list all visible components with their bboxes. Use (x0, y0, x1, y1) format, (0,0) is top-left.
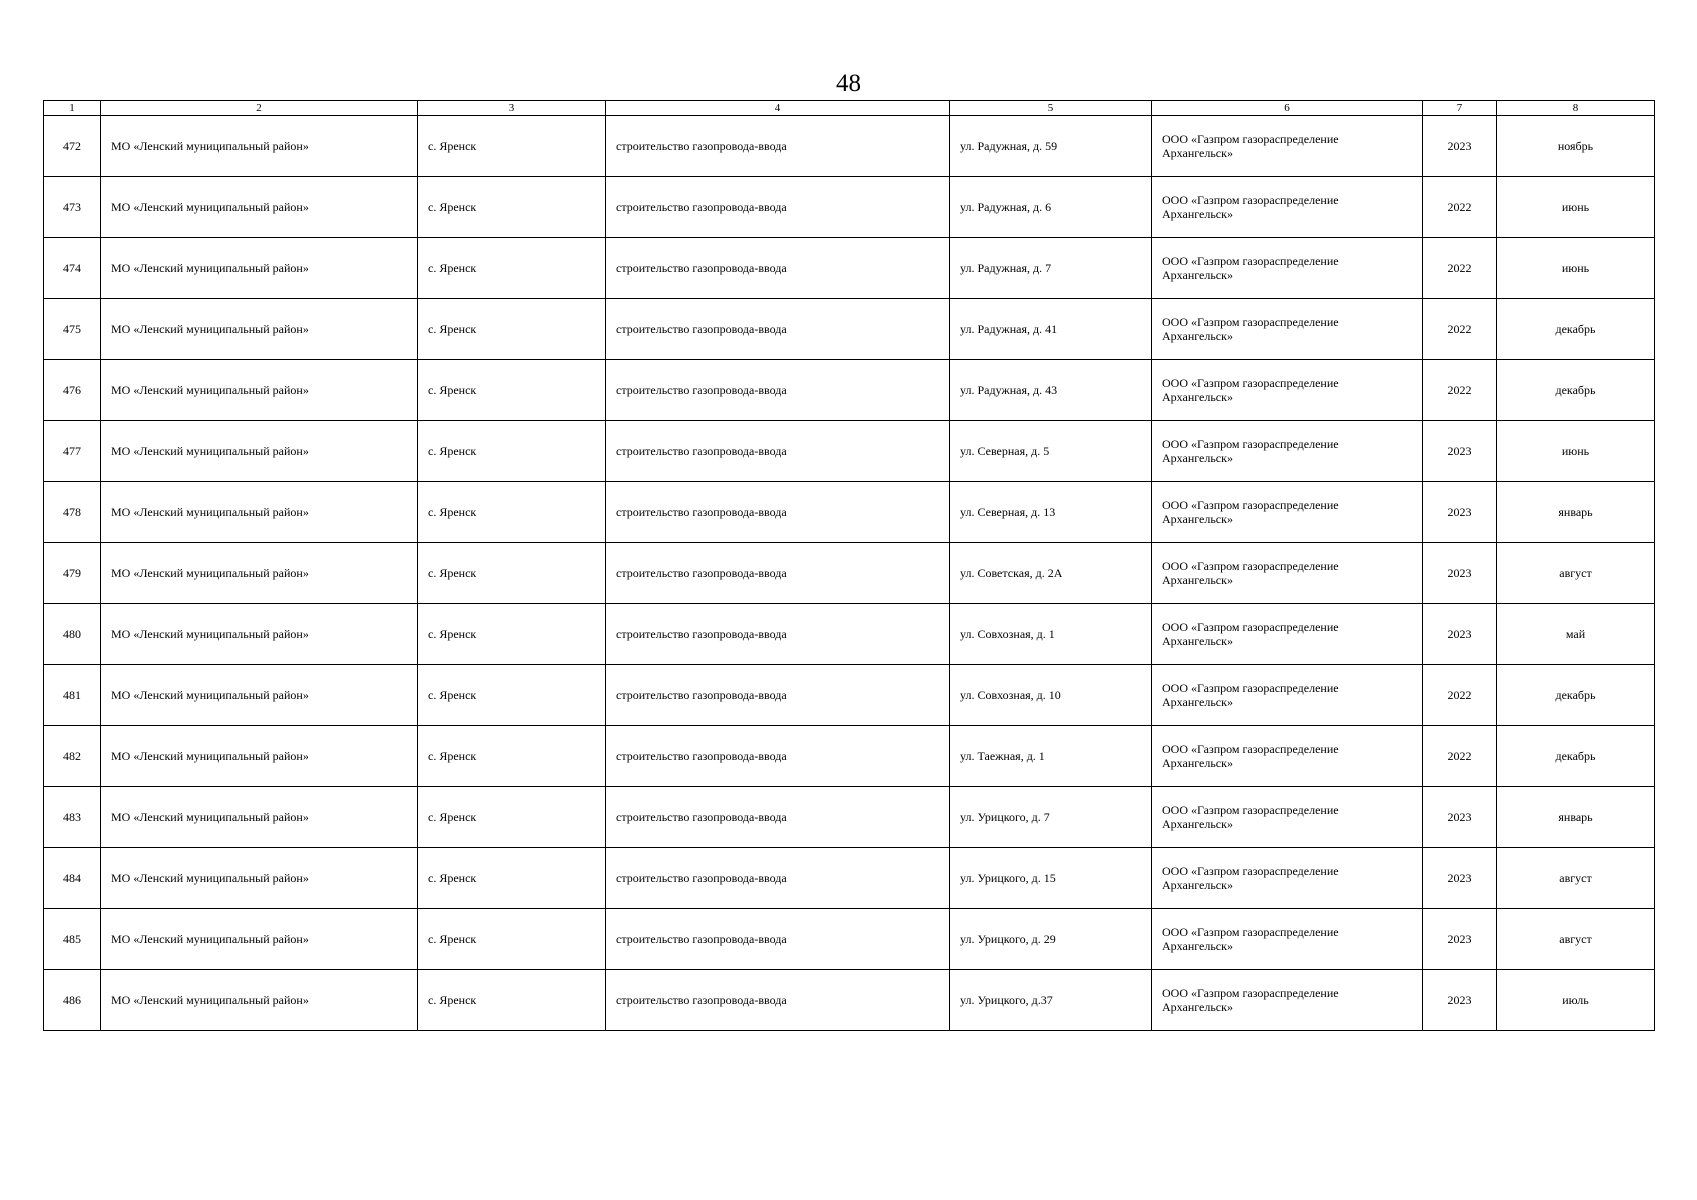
column-header-1: 1 (44, 101, 101, 116)
cell-work-type: строительство газопровода-ввода (606, 238, 950, 299)
cell-month: декабрь (1497, 726, 1655, 787)
cell-organization: ООО «Газпром газораспределение Архангельск» (1152, 604, 1423, 665)
cell-row-number: 486 (44, 970, 101, 1031)
cell-municipality: МО «Ленский муниципальный район» (101, 604, 418, 665)
cell-address: ул. Урицкого, д.37 (950, 970, 1152, 1031)
cell-settlement: с. Яренск (418, 116, 606, 177)
cell-settlement: с. Яренск (418, 238, 606, 299)
cell-organization: ООО «Газпром газораспределение Архангельск» (1152, 299, 1423, 360)
cell-address: ул. Урицкого, д. 15 (950, 848, 1152, 909)
table-row (44, 360, 1655, 421)
cell-row-number: 478 (44, 482, 101, 543)
cell-month: декабрь (1497, 299, 1655, 360)
table-row (44, 787, 1655, 848)
cell-month: май (1497, 604, 1655, 665)
table-row (44, 238, 1655, 299)
cell-year: 2023 (1423, 848, 1497, 909)
cell-address: ул. Совхозная, д. 1 (950, 604, 1152, 665)
cell-work-type: строительство газопровода-ввода (606, 848, 950, 909)
cell-address: ул. Радужная, д. 43 (950, 360, 1152, 421)
cell-year: 2023 (1423, 909, 1497, 970)
cell-work-type: строительство газопровода-ввода (606, 360, 950, 421)
table-row (44, 604, 1655, 665)
cell-municipality: МО «Ленский муниципальный район» (101, 299, 418, 360)
table-body (44, 116, 1655, 1031)
cell-row-number: 474 (44, 238, 101, 299)
table-row (44, 543, 1655, 604)
cell-year: 2022 (1423, 299, 1497, 360)
cell-settlement: с. Яренск (418, 970, 606, 1031)
cell-work-type: строительство газопровода-ввода (606, 665, 950, 726)
cell-address: ул. Совхозная, д. 10 (950, 665, 1152, 726)
column-header-2: 2 (101, 101, 418, 116)
cell-work-type: строительство газопровода-ввода (606, 787, 950, 848)
cell-address: ул. Северная, д. 5 (950, 421, 1152, 482)
cell-work-type: строительство газопровода-ввода (606, 604, 950, 665)
cell-row-number: 473 (44, 177, 101, 238)
table-row (44, 970, 1655, 1031)
table-row (44, 177, 1655, 238)
page-number: 48 (836, 70, 861, 97)
cell-month: июнь (1497, 238, 1655, 299)
gas-pipeline-table (43, 100, 1655, 1031)
cell-settlement: с. Яренск (418, 787, 606, 848)
cell-settlement: с. Яренск (418, 848, 606, 909)
cell-row-number: 475 (44, 299, 101, 360)
cell-address: ул. Радужная, д. 7 (950, 238, 1152, 299)
table-header (44, 101, 1655, 116)
cell-work-type: строительство газопровода-ввода (606, 970, 950, 1031)
cell-organization: ООО «Газпром газораспределение Архангельск» (1152, 360, 1423, 421)
cell-row-number: 480 (44, 604, 101, 665)
cell-year: 2022 (1423, 177, 1497, 238)
header-row (44, 101, 1655, 116)
cell-month: январь (1497, 787, 1655, 848)
table-row (44, 848, 1655, 909)
cell-year: 2022 (1423, 238, 1497, 299)
cell-municipality: МО «Ленский муниципальный район» (101, 909, 418, 970)
cell-settlement: с. Яренск (418, 665, 606, 726)
cell-organization: ООО «Газпром газораспределение Архангельск» (1152, 482, 1423, 543)
cell-settlement: с. Яренск (418, 482, 606, 543)
table-row (44, 909, 1655, 970)
cell-month: декабрь (1497, 360, 1655, 421)
cell-year: 2022 (1423, 665, 1497, 726)
cell-settlement: с. Яренск (418, 909, 606, 970)
cell-organization: ООО «Газпром газораспределение Архангельск» (1152, 116, 1423, 177)
cell-year: 2023 (1423, 543, 1497, 604)
cell-row-number: 476 (44, 360, 101, 421)
cell-address: ул. Радужная, д. 41 (950, 299, 1152, 360)
column-header-4: 4 (606, 101, 950, 116)
cell-work-type: строительство газопровода-ввода (606, 116, 950, 177)
cell-month: июнь (1497, 421, 1655, 482)
cell-year: 2023 (1423, 970, 1497, 1031)
cell-organization: ООО «Газпром газораспределение Архангельск» (1152, 543, 1423, 604)
cell-municipality: МО «Ленский муниципальный район» (101, 848, 418, 909)
cell-row-number: 484 (44, 848, 101, 909)
column-header-3: 3 (418, 101, 606, 116)
cell-year: 2023 (1423, 482, 1497, 543)
cell-settlement: с. Яренск (418, 421, 606, 482)
cell-row-number: 477 (44, 421, 101, 482)
cell-year: 2023 (1423, 604, 1497, 665)
cell-organization: ООО «Газпром газораспределение Архангельск» (1152, 970, 1423, 1031)
cell-address: ул. Советская, д. 2А (950, 543, 1152, 604)
table-row (44, 665, 1655, 726)
cell-year: 2023 (1423, 421, 1497, 482)
cell-organization: ООО «Газпром газораспределение Архангельск» (1152, 665, 1423, 726)
cell-work-type: строительство газопровода-ввода (606, 421, 950, 482)
cell-settlement: с. Яренск (418, 604, 606, 665)
cell-address: ул. Таежная, д. 1 (950, 726, 1152, 787)
column-header-7: 7 (1423, 101, 1497, 116)
cell-municipality: МО «Ленский муниципальный район» (101, 177, 418, 238)
cell-month: декабрь (1497, 665, 1655, 726)
cell-organization: ООО «Газпром газораспределение Архангельск» (1152, 909, 1423, 970)
cell-row-number: 482 (44, 726, 101, 787)
table-row (44, 116, 1655, 177)
cell-year: 2022 (1423, 726, 1497, 787)
table-row (44, 299, 1655, 360)
column-header-8: 8 (1497, 101, 1655, 116)
cell-work-type: строительство газопровода-ввода (606, 726, 950, 787)
cell-year: 2023 (1423, 787, 1497, 848)
cell-organization: ООО «Газпром газораспределение Архангельск» (1152, 238, 1423, 299)
cell-row-number: 481 (44, 665, 101, 726)
cell-address: ул. Радужная, д. 6 (950, 177, 1152, 238)
column-header-6: 6 (1152, 101, 1423, 116)
cell-address: ул. Урицкого, д. 29 (950, 909, 1152, 970)
cell-settlement: с. Яренск (418, 726, 606, 787)
cell-municipality: МО «Ленский муниципальный район» (101, 360, 418, 421)
cell-organization: ООО «Газпром газораспределение Архангельск» (1152, 787, 1423, 848)
cell-month: январь (1497, 482, 1655, 543)
cell-municipality: МО «Ленский муниципальный район» (101, 482, 418, 543)
cell-municipality: МО «Ленский муниципальный район» (101, 726, 418, 787)
cell-settlement: с. Яренск (418, 299, 606, 360)
cell-work-type: строительство газопровода-ввода (606, 909, 950, 970)
cell-address: ул. Северная, д. 13 (950, 482, 1152, 543)
table-row (44, 421, 1655, 482)
column-header-5: 5 (950, 101, 1152, 116)
cell-month: август (1497, 543, 1655, 604)
table-row (44, 726, 1655, 787)
cell-month: август (1497, 909, 1655, 970)
cell-municipality: МО «Ленский муниципальный район» (101, 665, 418, 726)
cell-municipality: МО «Ленский муниципальный район» (101, 116, 418, 177)
cell-settlement: с. Яренск (418, 177, 606, 238)
cell-municipality: МО «Ленский муниципальный район» (101, 543, 418, 604)
cell-month: август (1497, 848, 1655, 909)
cell-year: 2023 (1423, 116, 1497, 177)
cell-address: ул. Урицкого, д. 7 (950, 787, 1152, 848)
cell-row-number: 472 (44, 116, 101, 177)
table-row (44, 482, 1655, 543)
cell-municipality: МО «Ленский муниципальный район» (101, 421, 418, 482)
cell-work-type: строительство газопровода-ввода (606, 482, 950, 543)
cell-settlement: с. Яренск (418, 543, 606, 604)
cell-address: ул. Радужная, д. 59 (950, 116, 1152, 177)
cell-municipality: МО «Ленский муниципальный район» (101, 238, 418, 299)
cell-organization: ООО «Газпром газораспределение Архангельск» (1152, 726, 1423, 787)
cell-organization: ООО «Газпром газораспределение Архангельск» (1152, 421, 1423, 482)
cell-work-type: строительство газопровода-ввода (606, 299, 950, 360)
cell-work-type: строительство газопровода-ввода (606, 543, 950, 604)
cell-work-type: строительство газопровода-ввода (606, 177, 950, 238)
cell-month: ноябрь (1497, 116, 1655, 177)
cell-row-number: 483 (44, 787, 101, 848)
cell-organization: ООО «Газпром газораспределение Архангельск» (1152, 177, 1423, 238)
cell-settlement: с. Яренск (418, 360, 606, 421)
cell-row-number: 479 (44, 543, 101, 604)
cell-month: июль (1497, 970, 1655, 1031)
cell-municipality: МО «Ленский муниципальный район» (101, 787, 418, 848)
cell-municipality: МО «Ленский муниципальный район» (101, 970, 418, 1031)
cell-row-number: 485 (44, 909, 101, 970)
cell-month: июнь (1497, 177, 1655, 238)
cell-organization: ООО «Газпром газораспределение Архангельск» (1152, 848, 1423, 909)
cell-year: 2022 (1423, 360, 1497, 421)
